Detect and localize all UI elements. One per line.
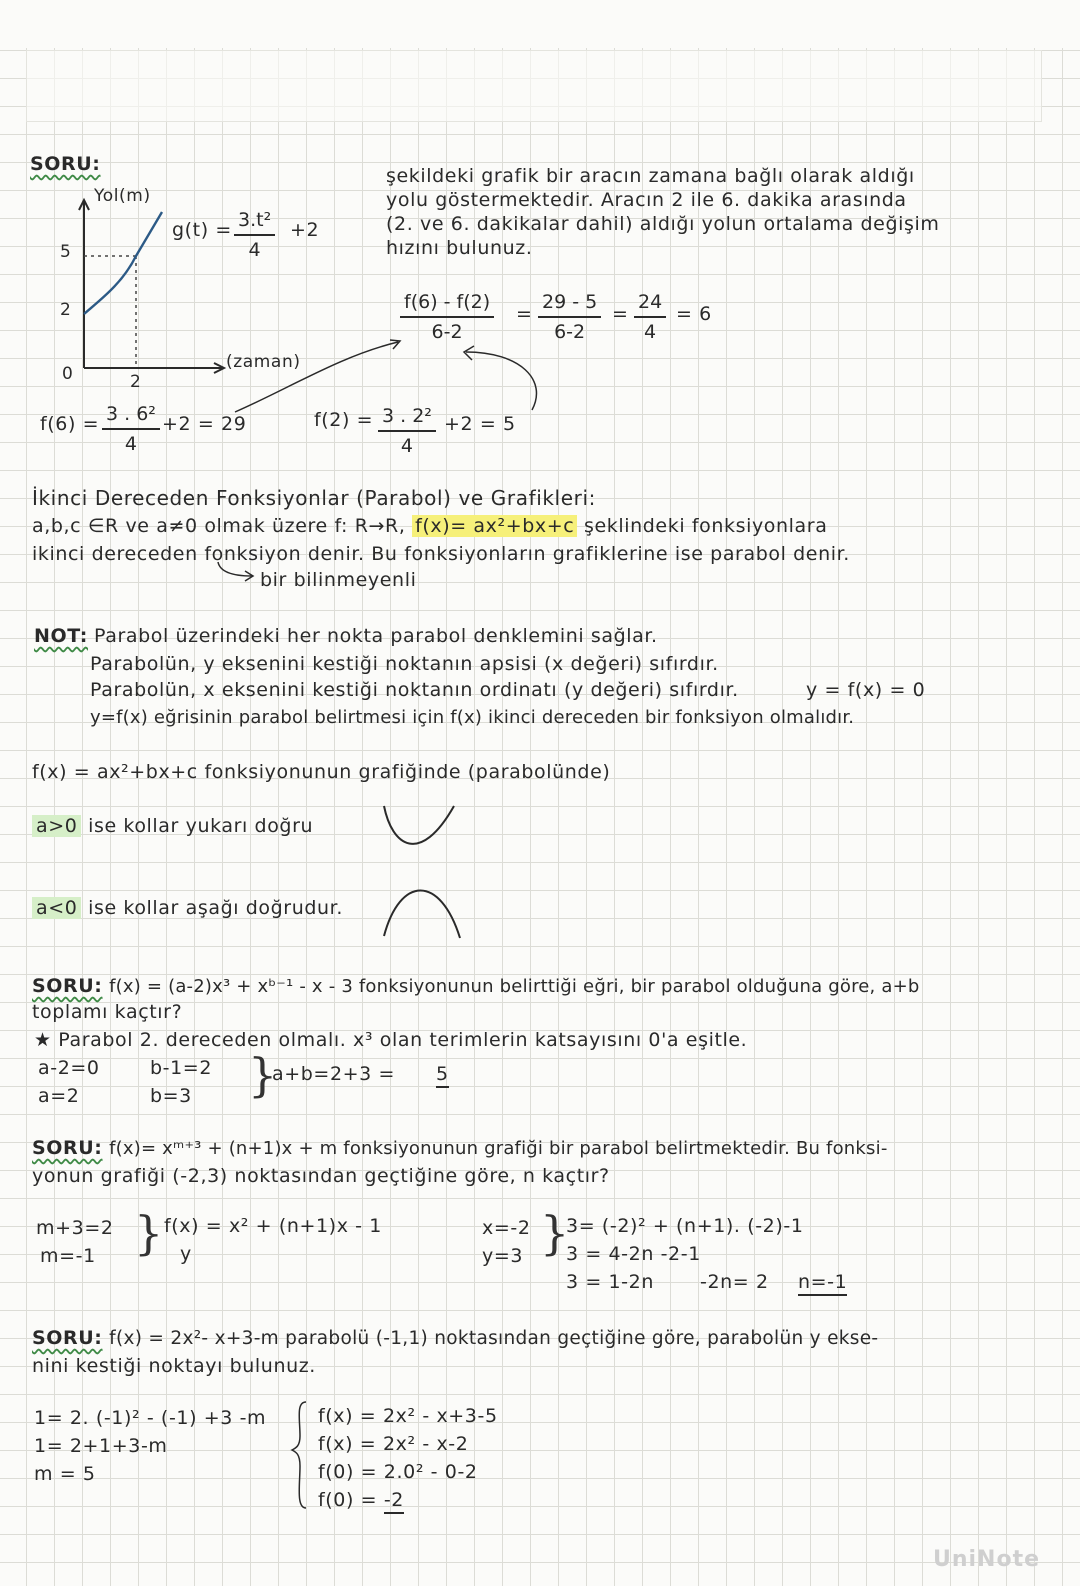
q1-label: SORU: xyxy=(30,153,101,175)
q2-sum: a+b=2+3 = xyxy=(272,1063,395,1085)
rate-eq-1: = xyxy=(516,303,533,325)
q2-text-1: f(x) = (a-2)x³ + xᵇ⁻¹ - x - 3 fonksiyonunun belirttiği eğri, bir parabol olduğuna göre, a+b xyxy=(109,976,920,997)
q4-line-2: nini kestiği noktayı bulunuz. xyxy=(32,1355,316,1377)
rate-n3: 24 xyxy=(634,290,666,318)
q4-brace-shape xyxy=(292,1402,306,1508)
branch-up-condition: a>0 xyxy=(32,815,81,837)
tick-y0: 0 xyxy=(62,364,74,384)
q4-left-2: 1= 2+1+3-m xyxy=(34,1435,168,1457)
f6-den: 4 xyxy=(124,433,137,455)
q3-line-2: yonun grafiği (-2,3) noktasından geçtiğine göre, n kaçtır? xyxy=(32,1165,610,1187)
rate-d1: 6-2 xyxy=(431,321,463,343)
q4-right-3: f(0) = 2.0² - 0-2 xyxy=(318,1461,478,1483)
note-line-4: y=f(x) eğrisinin parabol belirtmesi için f(x) ikinci dereceden bir fonksiyon olmalıdır. xyxy=(90,707,855,728)
rate-n2: 29 - 5 xyxy=(538,290,601,318)
q2-brace: } xyxy=(248,1048,278,1102)
f2-rest: +2 = 5 xyxy=(444,413,516,435)
q1-text-4: hızını bulunuz. xyxy=(386,237,533,259)
q2-answer-value: 5 xyxy=(436,1063,449,1088)
f2-num: 3 . 2² xyxy=(378,404,436,432)
y-axis-label: Yol(m) xyxy=(94,186,151,206)
q3-label: SORU: xyxy=(32,1137,103,1159)
note-line-1: Parabol üzerindeki her nokta parabol denklemini sağlar. xyxy=(94,625,658,647)
q2-step-2: a=2 xyxy=(38,1085,80,1107)
q3-text-1: f(x)= xᵐ⁺³ + (n+1)x + m fonksiyonunun grafiği bir parabol belirtmektedir. Bu fonksi- xyxy=(109,1138,888,1159)
q2-label: SORU: xyxy=(32,975,103,997)
branch-down-condition: a<0 xyxy=(32,897,81,919)
def-part-2a: ikinci dereceden xyxy=(32,543,198,565)
note-line-3: Parabolün, x eksenini kestiği noktanın ordinatı (y değeri) sıfırdır. xyxy=(90,679,739,701)
note-label: NOT: xyxy=(34,625,88,647)
q2-step-3: b-1=2 xyxy=(150,1057,213,1079)
q3-xv: x=-2 xyxy=(482,1217,531,1239)
q3-brace-2: } xyxy=(540,1206,570,1260)
q3-m2: m=-1 xyxy=(40,1245,96,1267)
rate-result: = 6 xyxy=(676,303,712,325)
q4-left-1: 1= 2. (-1)² - (-1) +3 -m xyxy=(34,1407,267,1429)
f2-lhs: f(2) = xyxy=(314,409,374,431)
def-part-b: şeklindeki fonksiyonlara xyxy=(583,515,828,537)
def-part-2b: fonksiyon denir. Bu fonksiyonların grafiklerine ise parabol denir. xyxy=(204,543,850,565)
q3-calc-3: 3 = 1-2n xyxy=(566,1271,654,1293)
q4-left-3: m = 5 xyxy=(34,1463,96,1485)
def-arrow-note: bir bilinmeyenli xyxy=(260,569,417,591)
q4-right-1: f(x) = 2x² - x+3-5 xyxy=(318,1405,498,1427)
rate-d3: 4 xyxy=(644,321,657,343)
q4-right-4 xyxy=(318,1488,404,1512)
q3-yv: y=3 xyxy=(482,1245,524,1267)
q3-answer-value: n=-1 xyxy=(798,1271,847,1296)
rate-n1: f(6) - f(2) xyxy=(400,290,494,318)
x-axis-label: (zaman) xyxy=(226,352,301,372)
f2-den: 4 xyxy=(400,435,413,457)
q2-hint: ★ Parabol 2. dereceden olmalı. x³ olan terimlerin katsayısını 0'a eşitle. xyxy=(34,1029,748,1051)
tick-y2: 2 xyxy=(60,300,72,320)
q3-calc-1: 3= (-2)² + (n+1). (-2)-1 xyxy=(566,1215,804,1237)
f6-num: 3 . 6² xyxy=(102,402,160,430)
branch-up-text: ise kollar yukarı doğru xyxy=(88,815,314,837)
rate-d2: 6-2 xyxy=(554,321,586,343)
q2-line-2: toplamı kaçtır? xyxy=(32,1001,183,1023)
g-func-plus: +2 xyxy=(290,219,320,241)
q4-answer-value: -2 xyxy=(384,1489,404,1514)
def-part-a: a,b,c ∈R ve a≠0 olmak üzere f: R→R, xyxy=(32,515,406,537)
f6-rest: +2 = 29 xyxy=(162,413,247,435)
q4-right-2: f(x) = 2x² - x-2 xyxy=(318,1433,469,1455)
note-line-2: Parabolün, y eksenini kestiği noktanın apsisi (x değeri) sıfırdır. xyxy=(90,653,719,675)
q4-label: SORU: xyxy=(32,1327,103,1349)
q4-text-1: f(x) = 2x²- x+3-m parabolü (-1,1) noktasından geçtiğine göre, parabolün y ekse- xyxy=(109,1328,879,1349)
q3-calc-2: 3 = 4-2n -2-1 xyxy=(566,1243,701,1265)
g-func-den: 4 xyxy=(248,239,261,261)
watermark: UniNote xyxy=(932,1547,1040,1572)
f6-lhs: f(6) = xyxy=(40,413,100,435)
q3-brace-1: } xyxy=(134,1206,164,1260)
q3-fx: f(x) = x² + (n+1)x - 1 xyxy=(164,1215,382,1237)
g-func-lhs: g(t) = xyxy=(172,219,232,241)
branches-intro: f(x) = ax²+bx+c fonksiyonunun grafiğinde (parabolünde) xyxy=(32,761,611,783)
q1-text-1: şekildeki grafik bir aracın zamana bağlı olarak aldığı xyxy=(386,165,915,187)
note-side: y = f(x) = 0 xyxy=(806,679,926,701)
q3-calc-4: -2n= 2 xyxy=(700,1271,769,1293)
q3-fy: y xyxy=(180,1243,192,1265)
def-highlight: f(x)= ax²+bx+c xyxy=(412,515,577,537)
rate-eq-2: = xyxy=(612,303,629,325)
q4-right-4-lhs: f(0) = xyxy=(318,1489,378,1511)
g-func-num: 3.t² xyxy=(234,208,275,236)
tick-y5: 5 xyxy=(60,242,72,262)
q1-text-2: yolu göstermektedir. Aracın 2 ile 6. dakika arasında xyxy=(386,189,907,211)
q3-m1: m+3=2 xyxy=(36,1217,114,1239)
q1-text-3: (2. ve 6. dakikalar dahil) aldığı yolun ortalama değişim xyxy=(386,213,940,235)
q2-step-1: a-2=0 xyxy=(38,1057,100,1079)
tick-x2: 2 xyxy=(130,372,142,392)
q2-step-4: b=3 xyxy=(150,1085,192,1107)
section-heading: İkinci Dereceden Fonksiyonlar (Parabol) ve Grafikleri: xyxy=(32,486,596,510)
branch-down-text: ise kollar aşağı doğrudur. xyxy=(88,897,343,919)
